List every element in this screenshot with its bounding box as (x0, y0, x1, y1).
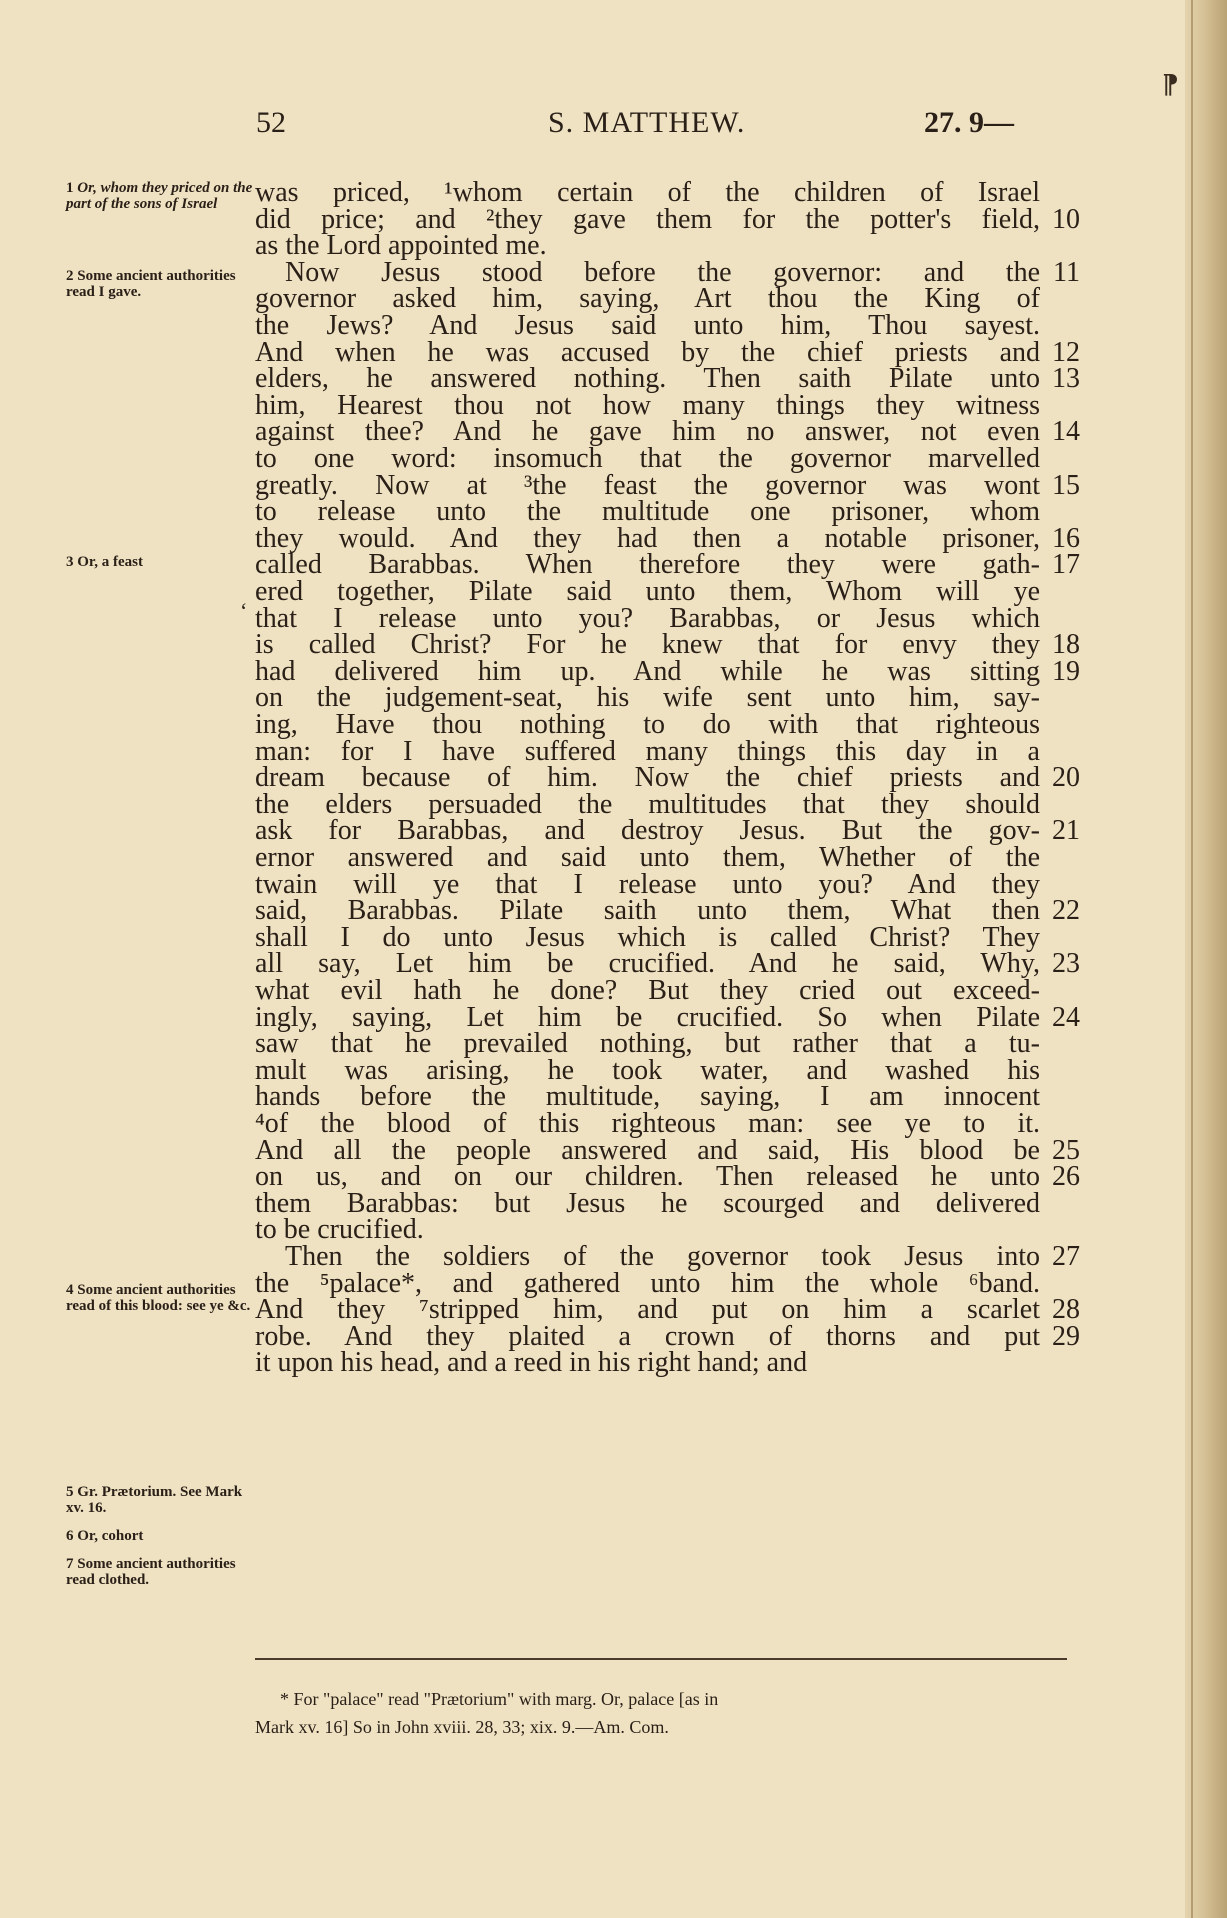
margin-note (66, 1282, 254, 1314)
page-edge-line (1191, 0, 1193, 1918)
line-text: called Barabbas. When therefore they were gath- (255, 549, 1040, 580)
verse-number: 25 (1052, 1135, 1080, 1166)
verse-number: 28 (1052, 1294, 1080, 1325)
line-text: saw that he prevailed nothing, but rather that a tu- (255, 1028, 1040, 1059)
margin-note-number: 6 (66, 1528, 74, 1544)
line-text: governor asked him, saying, Art thou the King of (255, 283, 1040, 314)
verse-number: 24 (1052, 1002, 1080, 1033)
running-header (0, 106, 1227, 152)
line-text: elders, he answered nothing. Then saith Pilate unto (255, 363, 1040, 394)
margin-note (66, 554, 254, 570)
verse-number: 12 (1052, 337, 1080, 368)
line-text: all say, Let him be crucified. And he said, Why, (255, 948, 1040, 979)
line-text: ⁴of the blood of this righteous man: see ye to it. (255, 1108, 1040, 1139)
line-text: ernor answered and said unto them, Whether of the (255, 842, 1040, 873)
verse-number: 19 (1052, 656, 1080, 687)
verse-number: 20 (1052, 762, 1080, 793)
verse-number: 13 (1052, 363, 1080, 394)
verse-number: 15 (1052, 470, 1080, 501)
line-text: they would. And they had then a notable prisoner, (255, 523, 1040, 554)
corner-mark: ⁋ (1162, 70, 1179, 99)
margin-note (66, 180, 254, 212)
margin-note-text: Some ancient authorities read of this blood: see ye &c. (66, 1282, 251, 1314)
verse-number: 11 (1053, 257, 1080, 288)
line-text: that I release unto you? Barabbas, or Jesus which (255, 603, 1040, 634)
margin-note-text: Some ancient authorities read clothed. (66, 1556, 236, 1588)
margin-note (66, 1556, 254, 1588)
margin-tick-mark: ʻ (240, 598, 248, 623)
line-text: And all the people answered and said, His blood be (255, 1135, 1040, 1166)
verse-number: 10 (1052, 204, 1080, 235)
verse-number: 26 (1052, 1161, 1080, 1192)
margin-note-number: 1 (66, 180, 74, 196)
line-text: Then the soldiers of the governor took Jesus into (285, 1241, 1040, 1272)
margin-note-number: 5 (66, 1484, 74, 1500)
margin-note (66, 1484, 254, 1516)
margin-note-number: 2 (66, 268, 74, 284)
line-text: is called Christ? For he knew that for envy they (255, 629, 1040, 660)
line-text: was priced, ¹whom certain of the children of Israel (255, 177, 1040, 208)
line-text: the ⁵palace*, and gathered unto him the whole ⁶band. (255, 1268, 1040, 1299)
line-text: on the judgement-seat, his wife sent unto him, say- (255, 682, 1040, 713)
margin-note-text: Or, whom they priced on the part of the sons of Israel (66, 180, 253, 212)
line-text: to be crucified. (255, 1214, 424, 1245)
margin-note-text: Some ancient authorities read I gave. (66, 268, 236, 300)
line-text: robe. And they plaited a crown of thorns and put (255, 1321, 1040, 1352)
margin-note-number: 7 (66, 1556, 74, 1572)
line-text: him, Hearest thou not how many things they witness (255, 390, 1040, 421)
page-number: 52 (256, 106, 286, 139)
footnote-line: Mark xv. 16] So in John xviii. 28, 33; xix. 9.—Am. Com. (255, 1717, 669, 1737)
footnote-line: * For "palace" read "Prætorium" with marg. Or, palace [as in (280, 1689, 719, 1709)
line-text: shall I do unto Jesus which is called Christ? They (255, 922, 1040, 953)
line-text: dream because of him. Now the chief priests and (255, 762, 1040, 793)
verse-number: 14 (1052, 416, 1080, 447)
margin-note (66, 268, 254, 300)
line-text: them Barabbas: but Jesus he scourged and delivered (255, 1188, 1040, 1219)
line-text: greatly. Now at ³the feast the governor was wont (255, 470, 1040, 501)
margin-note-number: 3 (66, 554, 74, 570)
line-text: twain will ye that I release unto you? And they (255, 869, 1040, 900)
line-text: said, Barabbas. Pilate saith unto them, What then (255, 895, 1040, 926)
verse-number: 21 (1052, 815, 1080, 846)
line-text: as the Lord appointed me. (255, 230, 547, 261)
line-text: mult was arising, he took water, and washed his (255, 1055, 1040, 1086)
verse-number: 17 (1052, 549, 1080, 580)
verse-number: 18 (1052, 629, 1080, 660)
line-text: against thee? And he gave him no answer, not even (255, 416, 1040, 447)
verse-number: 23 (1052, 948, 1080, 979)
line-text: did price; and ²they gave them for the potter's field, (255, 204, 1040, 235)
line-text: had delivered him up. And while he was sitting (255, 656, 1040, 687)
line-text: ing, Have thou nothing to do with that righteous (255, 709, 1040, 740)
margin-note-text: Or, a feast (77, 554, 143, 570)
verse-number: 27 (1052, 1241, 1080, 1272)
text-line (255, 1346, 1040, 1380)
line-text: it upon his head, and a reed in his right hand; and (255, 1347, 808, 1378)
line-text: the Jews? And Jesus said unto him, Thou sayest. (255, 310, 1040, 341)
line-text: ered together, Pilate said unto them, Whom will ye (255, 576, 1040, 607)
margin-note-text: Gr. Prætorium. See Mark xv. 16. (66, 1484, 243, 1516)
line-text: And they ⁷stripped him, and put on him a scarlet (255, 1294, 1040, 1325)
margin-note-text: Or, cohort (77, 1528, 144, 1544)
chapter-reference: 27. 9— (924, 106, 1014, 139)
line-text: man: for I have suffered many things this day in a (255, 736, 1040, 767)
verse-number: 29 (1052, 1321, 1080, 1352)
line-text: ingly, saying, Let him be crucified. So when Pilate (255, 1002, 1040, 1033)
line-text: the elders persuaded the multitudes that they should (255, 789, 1040, 820)
line-text: And when he was accused by the chief priests and (255, 337, 1040, 368)
verse-number: 16 (1052, 523, 1080, 554)
line-text: hands before the multitude, saying, I am innocent (255, 1081, 1040, 1112)
line-text: what evil hath he done? But they cried out exceed- (255, 975, 1040, 1006)
margin-note (66, 1528, 254, 1544)
line-text: Now Jesus stood before the governor: and the (285, 257, 1040, 288)
footnote-rule (255, 1658, 1067, 1660)
line-text: ask for Barabbas, and destroy Jesus. But the gov- (255, 815, 1040, 846)
line-text: on us, and on our children. Then released he unto (255, 1161, 1040, 1192)
line-text: to release unto the multitude one prisoner, whom (255, 496, 1040, 527)
book-title: S. MATTHEW. (548, 106, 746, 139)
margin-note-number: 4 (66, 1282, 74, 1298)
verse-number: 22 (1052, 895, 1080, 926)
line-text: to one word: insomuch that the governor marvelled (255, 443, 1040, 474)
